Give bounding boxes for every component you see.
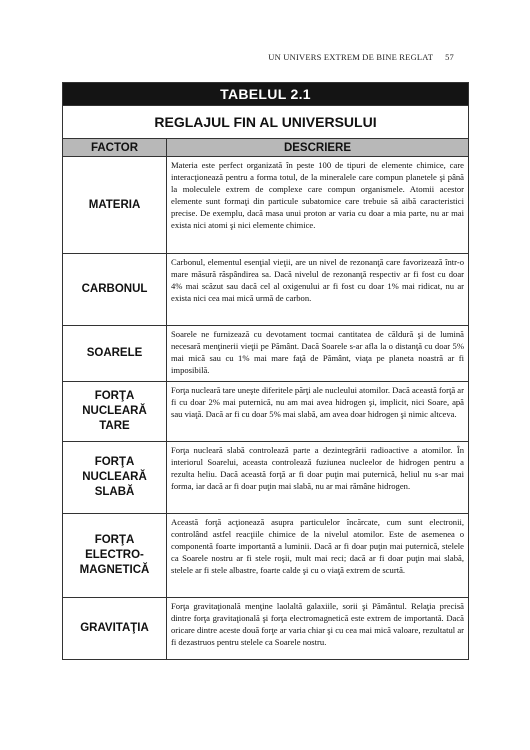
table-row <box>63 254 469 326</box>
row-factor-label: FORŢA NUCLEARĂ TARE <box>82 390 147 432</box>
row-factor: SOARELE <box>63 326 167 382</box>
page-number: 57 <box>445 52 454 62</box>
row-description: Această forţă acţionează asupra particulelor încărcate, cum sunt electronii, controlând astfel reacţiile chimice de la nivelul atomilor. Este de asemenea o componentă foarte importantă a luminii. Dacă ar fi doar puţin mai puternică, stelele ca Soarele nostru ar fi stele roşii, mult mai reci; dacă ar fi doar puţin mai slabă, stelele ar fi stele albastre, foarte calde şi cu o viaţă extrem de scurtă. <box>167 514 469 598</box>
row-description: Forţa nucleară tare uneşte diferitele părţi ale nucleului atomilor. Dacă această forţă ar fi cu doar 2% mai puternică, nu am mai avea hidrogen şi, implicit, nici Soare, apă sau viaţă. Dacă ar fi cu doar 5% mai slabă, am avea doar hidrogen şi nimic altceva. <box>167 382 469 442</box>
row-factor: CARBONUL <box>63 254 167 326</box>
table-row <box>63 598 469 660</box>
running-head <box>268 52 454 62</box>
row-factor <box>63 514 167 598</box>
table-header-row <box>63 139 469 157</box>
running-head-title: UN UNIVERS EXTREM DE BINE REGLAT <box>268 52 434 62</box>
table-row <box>63 326 469 382</box>
table-subtitle: REGLAJUL FIN AL UNIVERSULUI <box>63 106 469 139</box>
row-factor: MATERIA <box>63 157 167 254</box>
table <box>62 82 469 660</box>
table-row <box>63 382 469 442</box>
row-description: Soarele ne furnizează cu devotament tocmai cantitatea de căldură şi de lumină necesară menţinerii vieţii pe Pământ. Dacă Soarele s-ar afla la o distanţă cu doar 5% mai mică sau cu 1% mai mare faţă de Pământ, viaţa pe planeta noastră ar fi imposibilă. <box>167 326 469 382</box>
table-row <box>63 514 469 598</box>
table-row <box>63 157 469 254</box>
fine-tuning-table <box>62 82 468 660</box>
row-description: Forţa nucleară slabă controlează parte a dezintegrării radioactive a atomilor. În interiorul Soarelui, aceasta controlează fuziunea nucleelor de hidrogen pentru a rezulta heliu. Dacă această forţă ar fi doar puţin mai puternică, heliul nu s-ar mai forma, iar dacă ar fi doar puţin mai slabă, nu ar mai rămâne hidrogen. <box>167 442 469 514</box>
row-factor: GRAVITAŢIA <box>63 598 167 660</box>
row-factor-label: FORŢA NUCLEARĂ SLABĂ <box>82 456 147 498</box>
row-factor <box>63 442 167 514</box>
row-description: Materia este perfect organizată în peste 100 de tipuri de elemente chimice, care interacţionează pentru a forma totul, de la mineralele care compun planetele şi până la moleculele extrem de complexe care compun organismele. Atomii acestor elemente sunt formaţi din particule subatomice care trebuie să aibă caracteristici precise. De exemplu, dacă masa unui proton ar varia cu doar a mia parte, nu ar mai exista nici atomi şi nici elemente chimice. <box>167 157 469 254</box>
table-row <box>63 442 469 514</box>
row-description: Carbonul, elementul esenţial vieţii, are un nivel de rezonanţă care favorizează într-o mare măsură răspândirea sa. Dacă nivelul de rezonanţă respectiv ar fi fost cu doar 4% mai scăzut sau dacă cel al oxigenului ar fi fost cu doar 1% mai ridicat, nu ar exista nici cea mai mică urmă de carbon. <box>167 254 469 326</box>
row-factor <box>63 382 167 442</box>
row-description: Forţa gravitaţională menţine laolaltă galaxiile, sorii şi Pământul. Relaţia precisă dintre forţa gravitaţională şi forţa electromagnetică este extrem de importantă. Dacă oricare dintre aceste două forţe ar varia chiar şi cu cea mai mică valoare, rezultatul ar fi dezastruos pentru stelele ca Soarele nostru. <box>167 598 469 660</box>
column-header-factor: FACTOR <box>63 139 167 157</box>
row-factor-label: FORŢA ELECTRO-MAGNETICĂ <box>79 534 150 576</box>
table-title: TABELUL 2.1 <box>63 83 469 106</box>
column-header-description: DESCRIERE <box>167 139 469 157</box>
